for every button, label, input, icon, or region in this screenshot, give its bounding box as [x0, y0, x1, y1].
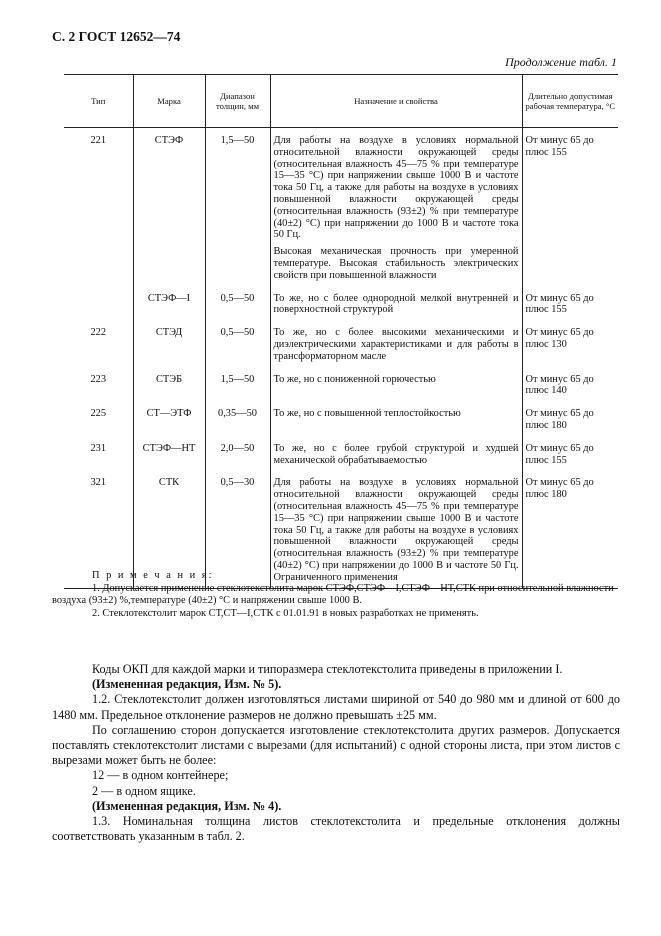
cell-temperature: От минус 65 до плюс 130 [525, 327, 594, 350]
purpose-paragraph: Для работы на воздухе в условиях нормальной относительной влажности окружающей среды (относительная влажность 45—75 % при температуре 15—35 °С) при напряжении свыше 1000 В и частоте тока 50 Гц, а также для работы на воздухе в условиях повышенной влажности окружающей среды (относительная влажность (93±2) % при температуре (40±2) °С) при напряжении до 1000 В и частоте 50 Гц. Ограниченного применения [273, 477, 519, 583]
list-item: 2 — в одном ящике. [92, 783, 196, 798]
cell-purpose [270, 289, 522, 324]
note-item: 1. Допускается применение стеклотекстолита марок СТЭФ,СТЭФ—I,СТЭФ—НТ,СТК при относительной влажности воздуха (93±2) %,температуре (40±2) °С и напряжении свыше 1000 В. [52, 582, 614, 606]
column-header-temperature: Длительно допустимая рабочая температура, °С [522, 75, 618, 128]
cell-grade: СТЭД [133, 323, 205, 369]
purpose-paragraph: Высокая механическая прочность при умеренной температуре. Высокая стабильность электрических свойств при повышенной влажности [273, 246, 519, 281]
table-row [64, 128, 618, 289]
cell-type: 321 [64, 473, 133, 588]
cell-type: 231 [64, 439, 133, 474]
cell-grade: СТЭФ—НТ [133, 439, 205, 474]
amendment-note-text: (Измененная редакция, Изм. № 4). [92, 798, 282, 813]
note-item: 2. Стеклотекстолит марок СТ,СТ—I,СТК с 01.01.91 в новых разработках не применять. [92, 607, 479, 619]
cell-type: 222 [64, 323, 133, 369]
cell-temperature: От минус 65 до плюс 180 [525, 408, 594, 431]
column-header-purpose: Назначение и свойства [270, 75, 522, 128]
cell-grade: СТ—ЭТФ [133, 404, 205, 439]
table-row [64, 289, 618, 324]
cell-thickness: 2,0—50 [205, 439, 270, 474]
column-header-type: Тип [64, 75, 133, 128]
cell-purpose [270, 439, 522, 474]
amendment-note-text: (Измененная редакция, Изм. № 5). [92, 677, 282, 692]
cell-temperature: От минус 65 до плюс 155 [525, 135, 594, 158]
cell-temperature: От минус 65 до плюс 155 [525, 292, 594, 316]
cell-thickness: 0,35—50 [205, 404, 270, 439]
table-row [64, 323, 618, 369]
amendment-note [52, 799, 620, 814]
column-header-grade: Марка [133, 75, 205, 128]
table-header-row [64, 75, 618, 128]
cell-thickness: 1,5—50 [205, 128, 270, 289]
column-header-thickness: Диапазон толщин, мм [205, 75, 270, 128]
cell-thickness: 0,5—30 [205, 473, 270, 588]
purpose-paragraph: То же, но с повышенной теплостойкостью [273, 408, 461, 420]
paragraph: Коды ОКП для каждой марки и типоразмера стеклотекстолита приведены в приложении I. [92, 662, 563, 676]
paragraph: 1.3. Номинальная толщина листов стеклотекстолита и предельные отклонения должны соответствовать указанным в табл. 2. [52, 814, 620, 844]
cell-type: 225 [64, 404, 133, 439]
table-row [64, 370, 618, 405]
table-row [64, 404, 618, 439]
cell-thickness: 1,5—50 [205, 370, 270, 405]
cell-thickness: 0,5—50 [205, 289, 270, 324]
cell-purpose [270, 128, 522, 289]
purpose-paragraph: То же, но с более грубой структурой и худшей механической обрабатываемостью [273, 442, 519, 466]
cell-grade: СТЭФ [133, 128, 205, 289]
cell-grade: СТЭБ [133, 370, 205, 405]
cell-temperature: От минус 65 до плюс 155 [525, 442, 594, 466]
cell-temperature: От минус 65 до плюс 180 [522, 473, 618, 588]
paragraph: По соглашению сторон допускается изготовление стеклотекстолита других размеров. Допускается поставлять стеклотекстолит листами с вырезами (для испытаний) с одной стороны листа, при этом листов с вырезами может быть не более: [52, 722, 620, 768]
cell-grade: СТЭФ—I [133, 289, 205, 324]
properties-table [64, 74, 618, 589]
paragraph: 1.2. Стеклотекстолит должен изготовляться листами шириной от 540 до 980 мм и длиной от 600 до 1480 мм. Предельное отклонение размеров не должно превышать ±25 мм. [52, 692, 620, 722]
purpose-paragraph: То же, но с пониженной горючестью [273, 373, 436, 385]
purpose-paragraph: То же, но с более высокими механическими и диэлектрическими характеристиками и для работы в трансформаторном масле [273, 327, 519, 362]
cell-type [64, 289, 133, 324]
table-continuation-label: Продолжение табл. 1 [505, 55, 617, 69]
table-notes [52, 570, 622, 620]
cell-purpose [270, 323, 522, 369]
cell-type: 221 [64, 128, 133, 289]
cell-grade: СТК [133, 473, 205, 588]
page-header: С. 2 ГОСТ 12652—74 [52, 29, 181, 44]
list-item: 12 — в одном контейнере; [92, 768, 229, 783]
cell-purpose [270, 370, 522, 405]
notes-title: П р и м е ч а н и я: [92, 570, 214, 581]
cell-purpose [270, 404, 522, 439]
cell-temperature: От минус 65 до плюс 140 [525, 373, 594, 397]
amendment-note [52, 677, 620, 692]
table-row [64, 439, 618, 474]
cell-type: 223 [64, 370, 133, 405]
cell-thickness: 0,5—50 [205, 323, 270, 369]
purpose-paragraph: То же, но с более однородной мелкой внутренней и поверхностной структурой [273, 292, 519, 316]
body-text [52, 662, 620, 844]
purpose-paragraph: Для работы на воздухе в условиях нормальной относительной влажности окружающей среды (относительная влажность 45—75 % при температуре 15—35 °С) при напряжении свыше 1000 В и частоте тока 50 Гц, а также для работы на воздухе в условиях повышенной влажности окружающей среды (относительная влажность (93±2) % при температуре (40±2) °С) при напряжении до 1000 В и частоте тока 50 Гц. [273, 135, 519, 241]
